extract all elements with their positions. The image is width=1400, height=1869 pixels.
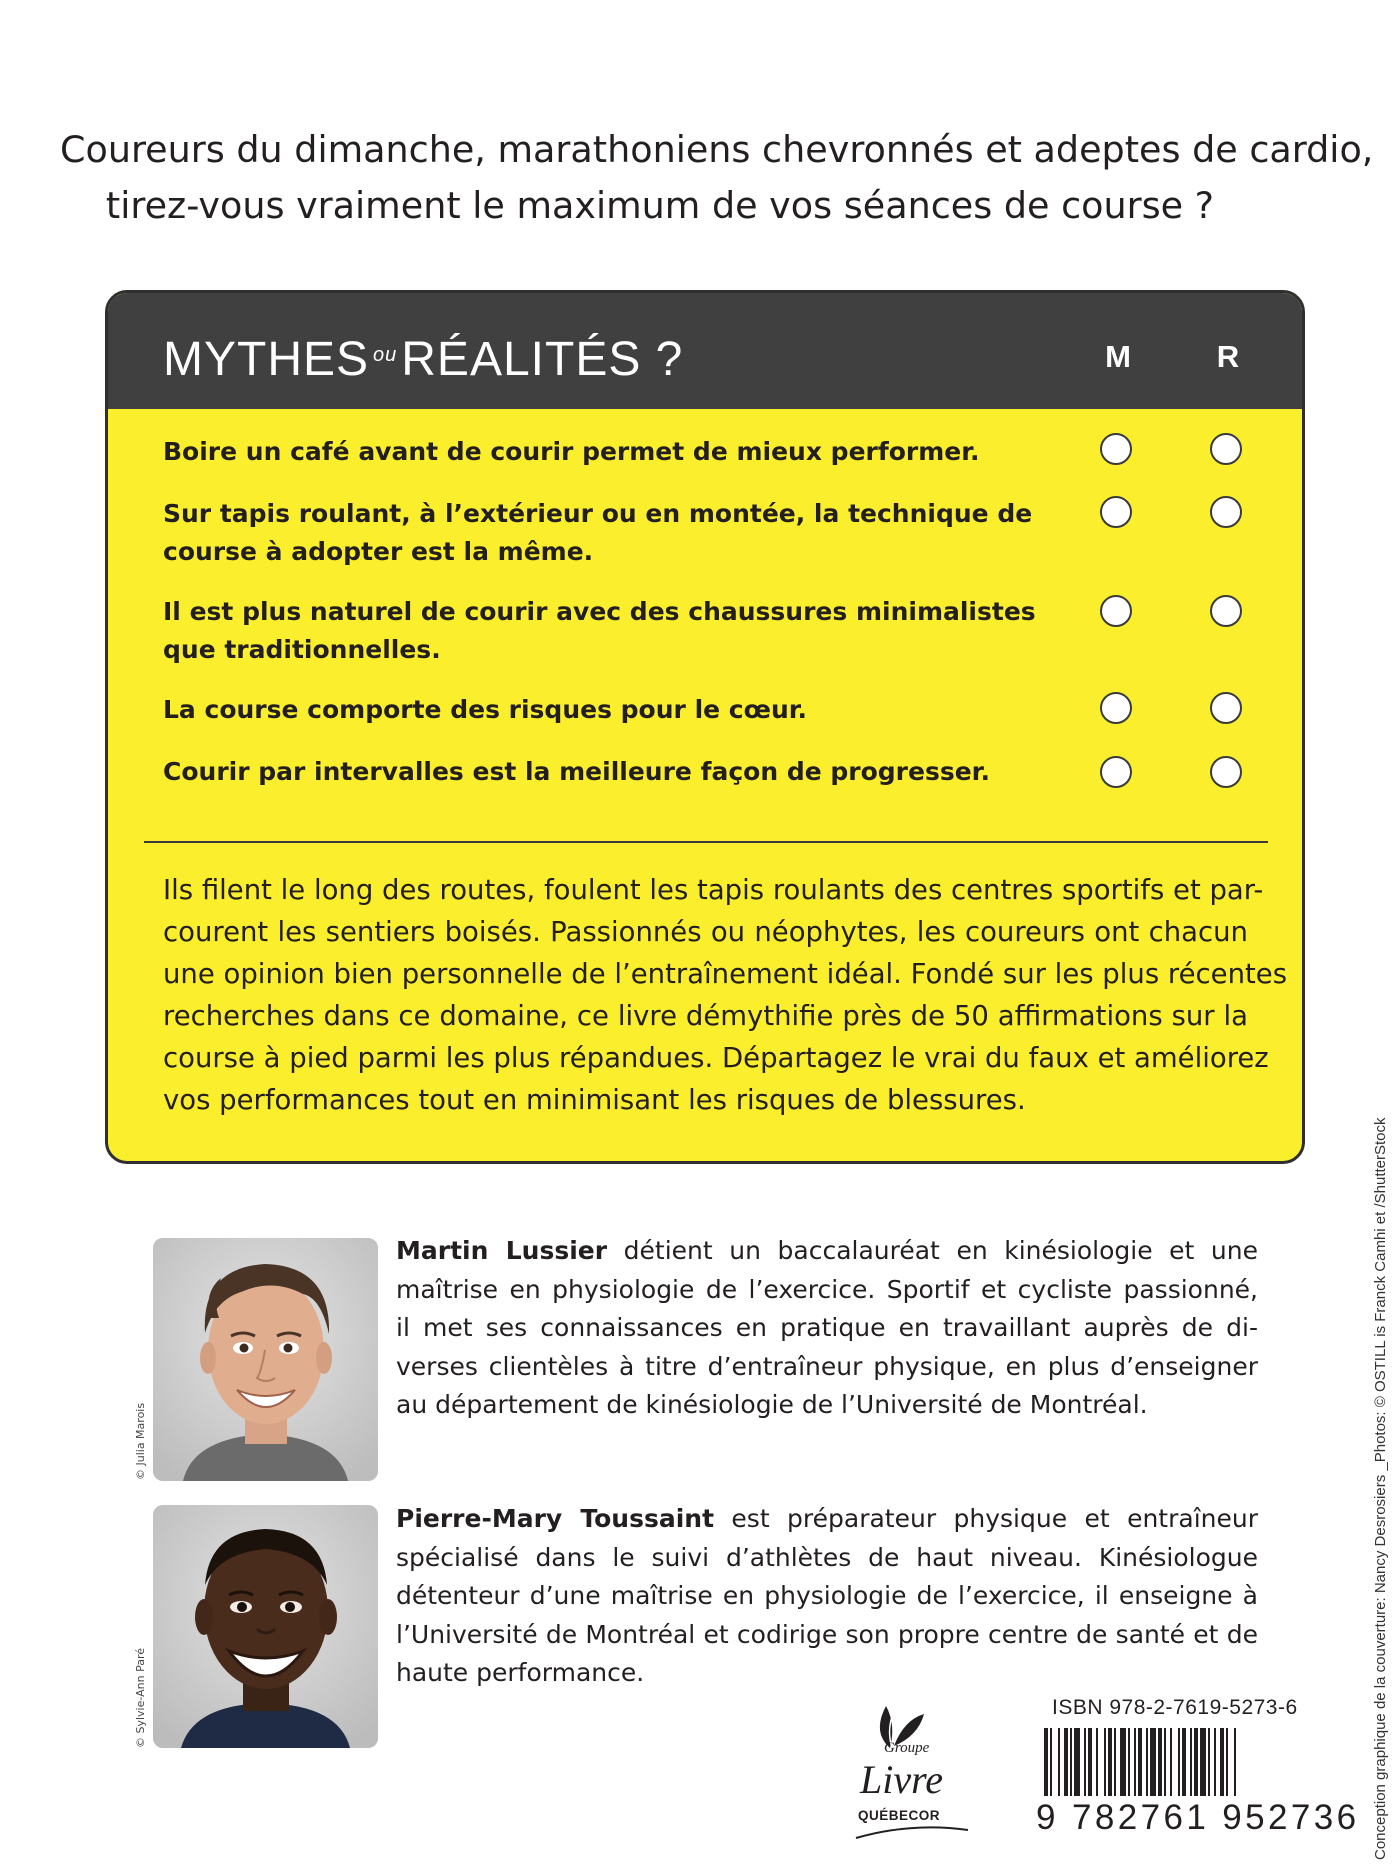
barcode-bar	[1138, 1728, 1142, 1796]
quiz-statement-5	[163, 753, 1063, 791]
book-description	[163, 869, 1288, 1121]
quiz-title-mythes: MYTHES	[163, 333, 370, 386]
bio-line: maîtrise en physiologie de l’exercice. Sportif et cycliste passionné,	[396, 1274, 1258, 1304]
barcode-area	[1036, 1692, 1360, 1842]
bio-line: détient un baccalauréat en kinésiologie et une	[607, 1236, 1258, 1265]
barcode-bar	[1088, 1728, 1092, 1796]
statement-line: Sur tapis roulant, à l’extérieur ou en montée, la technique de	[163, 499, 1033, 528]
radio-myth-2[interactable]	[1100, 496, 1132, 528]
barcode-bar	[1084, 1728, 1086, 1796]
quiz-title	[163, 329, 683, 386]
barcode-bar	[1146, 1728, 1148, 1796]
isbn-label: ISBN 978-2-7619-5273-6	[1052, 1696, 1298, 1719]
barcode-bar	[1214, 1728, 1216, 1796]
barcode-bar	[1120, 1728, 1126, 1796]
description-line: courent les sentiers boisés. Passionnés ou néophytes, les coureurs ont chacun	[163, 916, 1248, 948]
quiz-title-realites: RÉALITÉS ?	[401, 333, 684, 386]
headline-line-2: tirez-vous vraiment le maximum de vos séances de course ?	[105, 184, 1215, 227]
barcode-bar	[1128, 1728, 1130, 1796]
radio-reality-2[interactable]	[1210, 496, 1242, 528]
publisher-livre: Livre	[860, 1757, 943, 1802]
description-line: une opinion bien personnelle de l’entraînement idéal. Fondé sur les plus récentes	[163, 958, 1288, 990]
headline-line-1: Coureurs du dimanche, marathoniens chevronnés et adeptes de cardio,	[60, 128, 1374, 171]
barcode-bar	[1164, 1728, 1166, 1796]
barcode-bar	[1070, 1728, 1072, 1796]
quiz-statement-1	[163, 433, 1063, 471]
statement-line: que traditionnelles.	[163, 635, 441, 664]
photo-credit-2: © Sylvie-Ann Paré	[134, 1648, 147, 1748]
radio-myth-5[interactable]	[1100, 756, 1132, 788]
bio-line: il met ses connaissances en pratique en travaillant auprès de di-	[396, 1313, 1258, 1342]
barcode-bar	[1114, 1728, 1116, 1796]
bio-line: l’Université de Montréal et codirige son propre centre de santé et de	[396, 1619, 1258, 1649]
barcode-bar	[1050, 1728, 1052, 1796]
headline	[60, 122, 1374, 234]
barcode-bar	[1170, 1728, 1172, 1796]
bio-line: verses clientèles à titre d’entraîneur physique, en plus d’enseigner	[396, 1351, 1258, 1381]
bio-line: détenteur d’une maîtrise en physiologie de l’exercice, il enseigne à	[396, 1581, 1258, 1610]
author-bio-pierre-mary-toussaint	[396, 1500, 1258, 1693]
barcode-bar	[1182, 1728, 1186, 1796]
description-line: vos performances tout en minimisant les risques de blessures.	[163, 1084, 1026, 1116]
barcode-icon	[1036, 1728, 1316, 1798]
barcode-bar	[1200, 1728, 1206, 1796]
author-name: Pierre-Mary Toussaint	[396, 1504, 715, 1533]
barcode-bar	[1234, 1728, 1236, 1796]
quiz-title-ou: ou	[373, 344, 398, 366]
description-line: Ils filent le long des routes, foulent les tapis roulants des centres sportifs et par-	[163, 874, 1264, 906]
barcode-bar	[1104, 1728, 1106, 1796]
photo-credit-1: © Julia Marois	[134, 1402, 147, 1480]
cover-design-credit: Conception graphique de la couverture: Nancy Desrosiers _Photos: © OSTILL is Franck Camhi et /ShutterStock	[1372, 1117, 1389, 1860]
author-name: Martin Lussier	[396, 1236, 608, 1265]
publisher-logo	[832, 1692, 972, 1842]
barcode-bar	[1074, 1728, 1080, 1796]
swoosh-icon	[852, 1822, 972, 1842]
radio-reality-4[interactable]	[1210, 692, 1242, 724]
description-line: course à pied parmi les plus répandues. Départagez le vrai du faux et améliorez	[163, 1042, 1269, 1074]
bio-line: haute performance.	[396, 1658, 645, 1687]
quiz-statement-4	[163, 691, 1063, 729]
bio-line: au département de kinésiologie de l’Université de Montréal.	[396, 1390, 1148, 1419]
statement-line: Courir par intervalles est la meilleure façon de progresser.	[163, 757, 990, 786]
radio-reality-1[interactable]	[1210, 433, 1242, 465]
statement-line: Boire un café avant de courir permet de mieux performer.	[163, 437, 980, 466]
barcode-number: 9 782761 952736	[1036, 1798, 1360, 1837]
bio-line: spécialisé dans le suivi d’athlètes de haut niveau. Kinésiologue	[396, 1542, 1258, 1572]
quiz-header	[108, 293, 1302, 409]
barcode-bar	[1178, 1728, 1180, 1796]
statement-line: Il est plus naturel de courir avec des chaussures minimalistes	[163, 597, 1036, 626]
description-line: recherches dans ce domaine, ce livre démythifie près de 50 affirmations sur la	[163, 1000, 1248, 1032]
barcode-bar	[1226, 1728, 1228, 1796]
radio-reality-5[interactable]	[1210, 756, 1242, 788]
radio-myth-4[interactable]	[1100, 692, 1132, 724]
barcode-bar	[1064, 1728, 1068, 1796]
barcode-bar	[1058, 1728, 1060, 1796]
barcode-bar	[1208, 1728, 1210, 1796]
quiz-statement-3	[163, 593, 1063, 669]
barcode-bar	[1150, 1728, 1156, 1796]
quiz-card	[105, 290, 1305, 1164]
barcode-bar	[1096, 1728, 1098, 1796]
divider	[144, 841, 1268, 843]
radio-myth-3[interactable]	[1100, 595, 1132, 627]
quiz-statement-2	[163, 495, 1063, 571]
column-header-m: M	[1105, 339, 1131, 374]
barcode-bar	[1044, 1728, 1048, 1796]
radio-reality-3[interactable]	[1210, 595, 1242, 627]
barcode-bar	[1190, 1728, 1192, 1796]
statement-line: course à adopter est la même.	[163, 537, 594, 566]
publisher-quebecor: QUÉBECOR	[858, 1808, 941, 1823]
publisher-groupe: Groupe	[884, 1740, 930, 1756]
barcode-bar	[1220, 1728, 1224, 1796]
bio-line: est préparateur physique et entraîneur	[714, 1504, 1258, 1533]
barcode-bar	[1108, 1728, 1112, 1796]
author-photo-pierre-mary-toussaint	[153, 1505, 378, 1748]
radio-myth-1[interactable]	[1100, 433, 1132, 465]
author-bio-martin-lussier	[396, 1232, 1258, 1425]
author-photo-martin-lussier	[153, 1238, 378, 1481]
barcode-bar	[1194, 1728, 1198, 1796]
barcode-bar	[1134, 1728, 1136, 1796]
statement-line: La course comporte des risques pour le cœur.	[163, 695, 808, 724]
barcode-bar	[1158, 1728, 1162, 1796]
column-header-r: R	[1216, 339, 1240, 374]
